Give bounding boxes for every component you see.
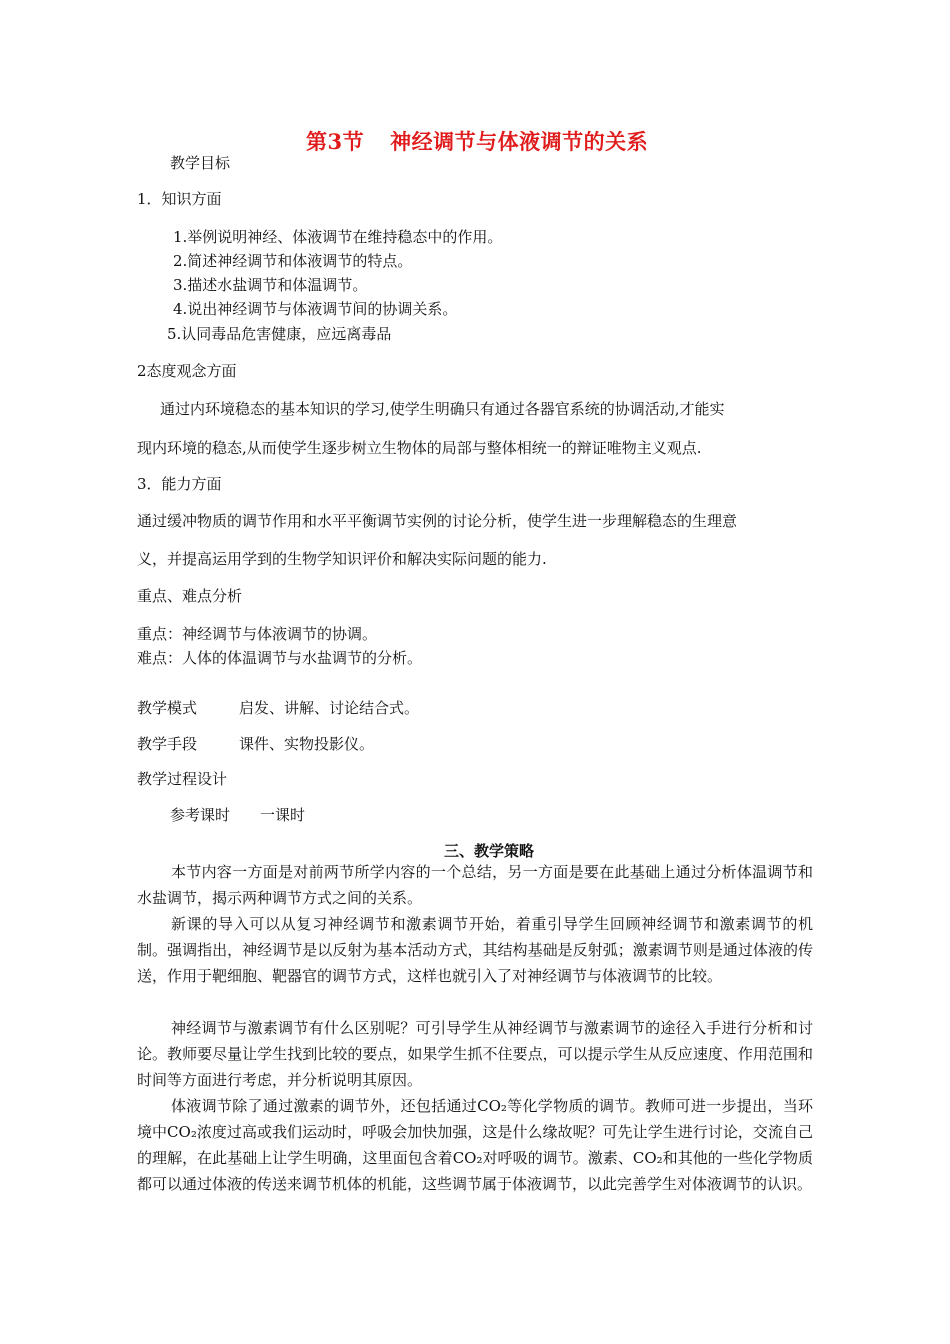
strategy-paragraph: 体液调节除了通过激素的调节外，还包括通过CO₂等化学物质的调节。教师可进一步提出，当环境中CO₂浓度过高或我们运动时，呼吸会加快加强，这是什么缘故呢？可先让学生进行讨论，交流自己的理解，在此基础上让学生明确，这里面包含着CO₂对呼吸的调节。激素、CO₂和其他的一些化学物质都可以通过体液的传送来调节机体的机能，这些调节属于体液调节，以此完善学生对体液调节的认识。	[137, 1097, 813, 1193]
goals-heading: 教学目标	[170, 154, 231, 172]
attitude-line: 现内环境的稳态,从而使学生逐步树立生物体的局部与整体相统一的辩证唯物主义观点.	[137, 439, 702, 457]
attitude-line: 通过内环境稳态的基本知识的学习,使学生明确只有通过各器官系统的协调活动,才能实	[160, 400, 725, 418]
knowledge-item: 3.描述水盐调节和体温调节。	[173, 276, 368, 294]
strategy-paragraph: 新课的导入可以从复习神经调节和激素调节开始，着重引导学生回顾神经调节和激素调节的机制。强调指出，神经调节是以反射为基本活动方式，其结构基础是反射弧；激素调节则是通过体液的传送，作用于靶细胞、靶器官的调节方式，这样也就引入了对神经调节与体液调节的比较。	[137, 915, 813, 985]
key-points-heading: 重点、难点分析	[137, 587, 243, 605]
page-title	[306, 126, 648, 156]
ability-line: 义，并提高运用学到的生物学知识评价和解决实际问题的能力.	[137, 550, 547, 568]
key-point: 重点：神经调节与体液调节的协调。	[137, 625, 378, 643]
difficult-point: 难点：人体的体温调节与水盐调节的分析。	[137, 649, 423, 667]
strategy-paragraph: 本节内容一方面是对前两节所学内容的一个总结，另一方面是要在此基础上通过分析体温调节和水盐调节，揭示两种调节方式之间的关系。	[137, 863, 813, 907]
ability-line: 通过缓冲物质的调节作用和水平平衡调节实例的讨论分析，使学生进一步理解稳态的生理意	[137, 512, 738, 530]
knowledge-item: 2.简述神经调节和体液调节的特点。	[173, 252, 413, 270]
attitude-heading: 2态度观念方面	[137, 362, 237, 380]
teaching-mode-label: 教学模式	[137, 699, 198, 717]
teaching-means	[137, 733, 374, 754]
section-name: 神经调节与体液调节的关系	[390, 129, 649, 154]
hours-value: 一课时	[260, 806, 306, 824]
knowledge-item: 1.举例说明神经、体液调节在维持稳态中的作用。	[173, 228, 503, 246]
strategy-heading: 三、教学策略	[444, 842, 535, 860]
hours-label: 参考课时	[170, 806, 231, 824]
teaching-means-value: 课件、实物投影仪。	[239, 735, 375, 753]
strategy-paragraph: 神经调节与激素调节有什么区别呢？可引导学生从神经调节与激素调节的途径入手进行分析和讨论。教师要尽量让学生找到比较的要点，如果学生抓不住要点，可以提示学生从反应速度、作用范围和时间等方面进行考虑，并分析说明其原因。	[137, 1019, 813, 1089]
teaching-mode-value: 启发、讲解、讨论结合式。	[239, 699, 420, 717]
process-heading: 教学过程设计	[137, 770, 228, 788]
knowledge-item: 4.说出神经调节与体液调节间的协调关系。	[173, 300, 458, 318]
ability-heading: 3．能力方面	[137, 475, 222, 493]
section-number: 第3节	[306, 129, 365, 154]
teaching-mode	[137, 697, 419, 718]
knowledge-item: 5.认同毒品危害健康，应远离毒品	[167, 325, 392, 343]
reference-hours	[170, 804, 305, 825]
teaching-means-label: 教学手段	[137, 735, 198, 753]
knowledge-heading: 1．知识方面	[137, 190, 222, 208]
